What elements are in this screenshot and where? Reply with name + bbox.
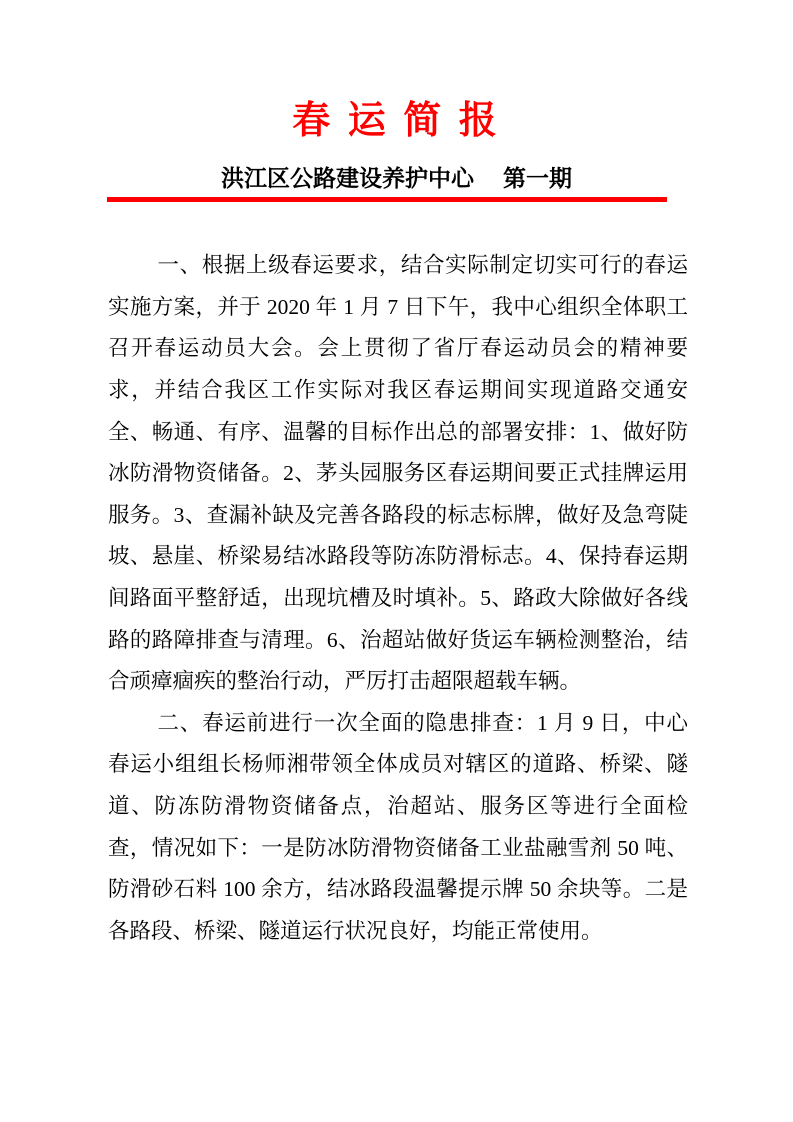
paragraph-1: 一、根据上级春运要求，结合实际制定切实可行的春运实施方案，并于 2020 年 1 月 7 日下午，我中心组织全体职工召开春运动员大会。会上贯彻了省厅春运动员会的精神要求，并结合我区工作实际对我区春运期间实现道路交通安全、畅通、有序、温馨的目标作出总的部署安排：1、做好防冰防滑物资储备。2、茅头园服务区春运期间要正式挂牌运用服务。3、查漏补缺及完善各路段的标志标牌，做好及急弯陡坡、悬崖、桥梁易结冰路段等防冻防滑标志。4、保持春运期间路面平整舒适，出现坑槽及时填补。5、路政大除做好各线路的路障排查与清理。6、治超站做好货运车辆检测整治，结合顽瘴痼疾的整治行动，严厉打击超限超载车辆。 — [108, 253, 688, 694]
paragraph-2: 二、春运前进行一次全面的隐患排查：1 月 9 日，中心春运小组组长杨师湘带领全体成员对辖区的道路、桥梁、隧道、防冻防滑物资储备点，治超站、服务区等进行全面检查，情况如下：一是防冰防滑物资储备工业盐融雪剂 50 吨、防滑砂石料 100 余方，结冰路段温馨提示牌 50 余块等。二是各路段、桥梁、隧道运行状况良好，均能正常使用。 — [108, 710, 688, 943]
red-divider-rule — [107, 197, 667, 202]
organization-name: 洪江区公路建设养护中心 — [221, 165, 474, 191]
masthead — [0, 165, 793, 193]
document-body — [108, 245, 688, 952]
issue-number: 第一期 — [503, 165, 572, 191]
bulletin-title: 春 运 简 报 — [292, 100, 501, 142]
